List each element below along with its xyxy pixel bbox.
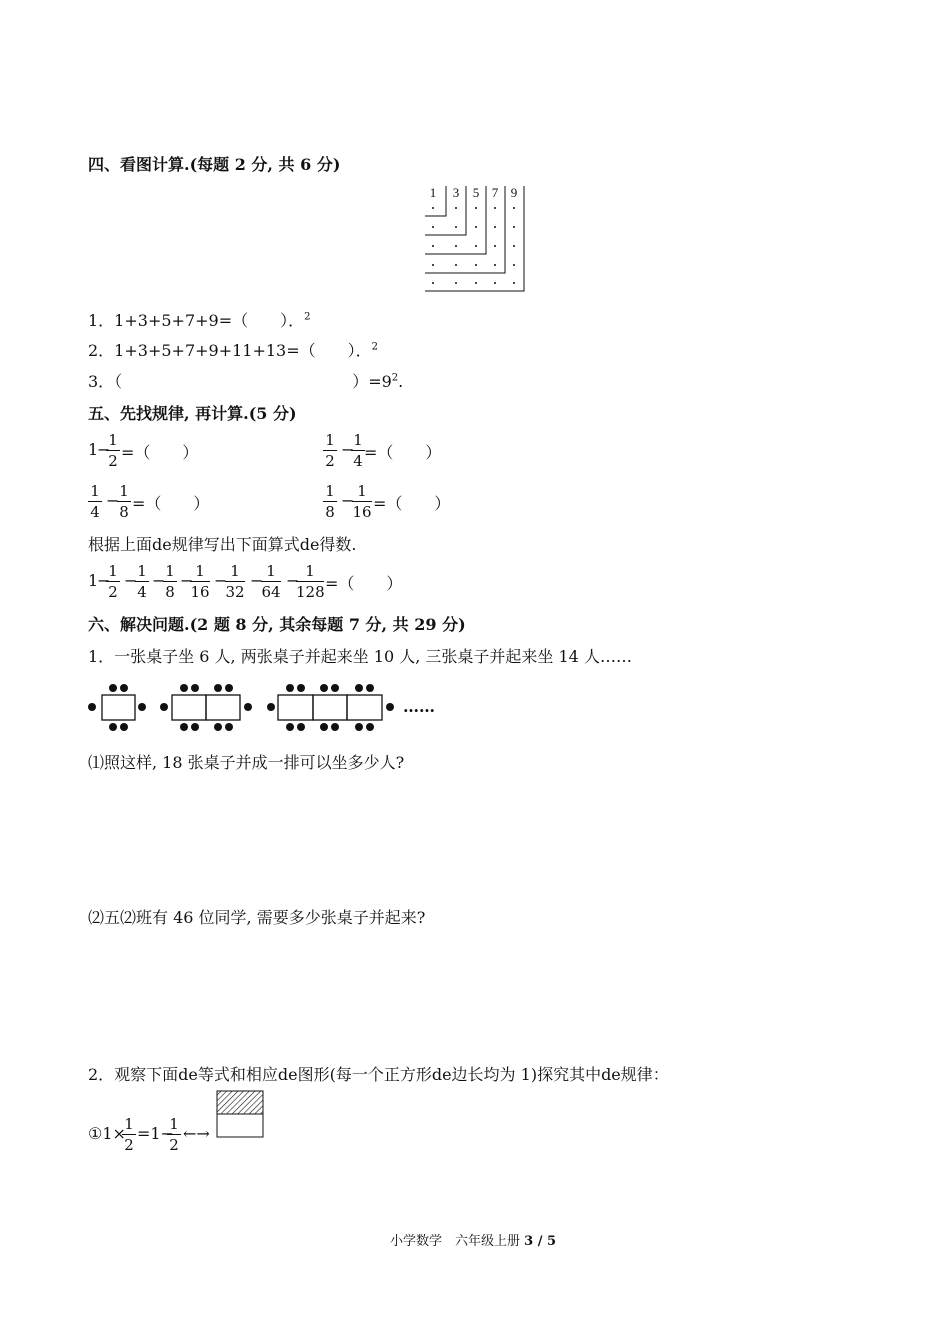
problem-1a-text: ⑴照这样, 18 张桌子并成一排可以坐多少人? bbox=[88, 753, 405, 772]
fraction-1-8: 1 8 bbox=[117, 482, 131, 521]
expr-eq-blank: =（ ） bbox=[364, 443, 442, 462]
tables-seating-diagram bbox=[85, 680, 445, 736]
tables-ellipsis: …… bbox=[403, 697, 435, 716]
fraction-1-8: 1 8 bbox=[323, 482, 337, 521]
series-fraction-1-4: 1 4 bbox=[135, 562, 149, 601]
expr-eq-blank: =（ ） bbox=[132, 494, 210, 513]
footer bbox=[390, 1230, 556, 1249]
series-fraction-1-64: 1 64 bbox=[261, 562, 281, 601]
half-shaded-square bbox=[216, 1090, 264, 1138]
series-fraction-1-16: 1 16 bbox=[190, 562, 210, 601]
question-4-3: 3．（ ）$=9^2$. bbox=[88, 372, 404, 391]
grid-dot bbox=[494, 264, 496, 266]
expr-minus: − bbox=[97, 440, 111, 459]
expr-eq-blank: =（ ） bbox=[373, 494, 451, 513]
series-minus: − bbox=[250, 571, 264, 590]
problem-1b-text: ⑵五⑵班有 46 位同学, 需要多少张桌子并起来? bbox=[88, 908, 426, 927]
fraction-1-2: 1 2 bbox=[323, 431, 337, 470]
grid-dot bbox=[513, 264, 515, 266]
grid-dot bbox=[494, 282, 496, 284]
grid-label-9: 9 bbox=[510, 185, 518, 200]
grid-dot bbox=[432, 282, 434, 284]
grid-dot bbox=[432, 245, 434, 247]
grid-dot bbox=[513, 282, 515, 284]
fraction-1-2: 1 2 bbox=[106, 431, 120, 470]
grid-dot bbox=[475, 245, 477, 247]
grid-dot bbox=[455, 207, 457, 209]
grid-dot bbox=[455, 264, 457, 266]
fraction-1-16: 1 16 bbox=[352, 482, 372, 521]
grid-dot bbox=[494, 226, 496, 228]
grid-dot bbox=[432, 264, 434, 266]
section6-heading: 六、解决问题.(2 题 8 分, 其余每题 7 分, 共 29 分) bbox=[88, 615, 466, 634]
rule-instruction: 根据上面de规律写出下面算式de得数. bbox=[88, 535, 357, 554]
grid-dot bbox=[455, 226, 457, 228]
equation-1-prefix: ①1× bbox=[88, 1124, 126, 1143]
grid-dot bbox=[475, 264, 477, 266]
series-one: 1 bbox=[88, 571, 99, 590]
grid-label-7: 7 bbox=[491, 185, 499, 200]
expr-one: 1 bbox=[88, 440, 99, 459]
series-fraction-1-8: 1 8 bbox=[163, 562, 177, 601]
problem-1-text: 1．一张桌子坐 6 人, 两张桌子并起来坐 10 人, 三张桌子并起来坐 14 人…… bbox=[88, 647, 632, 666]
footer-text: 小学数学 六年级上册 bbox=[390, 1234, 521, 1249]
section4-heading: 四、看图计算.(每题 2 分, 共 6 分) bbox=[88, 155, 341, 174]
question-4-1: 1．1+3+5+7+9=（ ）．$^2$ bbox=[88, 311, 311, 330]
series-minus: − bbox=[180, 571, 194, 590]
grid-dot bbox=[455, 245, 457, 247]
equation-1-fraction-b: 1 2 bbox=[167, 1115, 181, 1154]
equation-1-fraction-a: 1 2 bbox=[122, 1115, 136, 1154]
fraction-1-4: 1 4 bbox=[351, 431, 365, 470]
series-fraction-1-128: 1 128 bbox=[296, 562, 325, 601]
odd-numbers-square-diagram bbox=[420, 184, 530, 294]
grid-dot bbox=[494, 207, 496, 209]
grid-dot bbox=[513, 226, 515, 228]
series-minus: − bbox=[124, 571, 138, 590]
grid-label-5: 5 bbox=[472, 185, 480, 200]
grid-dot bbox=[494, 245, 496, 247]
grid-dot bbox=[475, 226, 477, 228]
fraction-1-4: 1 4 bbox=[88, 482, 102, 521]
series-minus: − bbox=[97, 571, 111, 590]
series-minus: − bbox=[152, 571, 166, 590]
section5-heading: 五、先找规律, 再计算.(5 分) bbox=[88, 404, 297, 423]
expr-minus: − bbox=[341, 491, 355, 510]
grid-dot bbox=[475, 207, 477, 209]
grid-dot bbox=[432, 226, 434, 228]
series-minus: − bbox=[214, 571, 228, 590]
grid-dot bbox=[513, 245, 515, 247]
problem-2-text: 2．观察下面de等式和相应de图形(每一个正方形de边长均为 1)探究其中de规律： bbox=[88, 1065, 669, 1084]
grid-dot bbox=[455, 282, 457, 284]
equation-1-mid: =1− bbox=[137, 1124, 174, 1143]
grid-dot bbox=[513, 207, 515, 209]
grid-dot bbox=[475, 282, 477, 284]
grid-label-3: 3 bbox=[452, 185, 460, 200]
question-4-2: 2．1+3+5+7+9+11+13=（ ）．$^2$ bbox=[88, 341, 379, 360]
series-minus: − bbox=[286, 571, 300, 590]
expr-minus: − bbox=[341, 440, 355, 459]
page-number: 3 / 5 bbox=[524, 1234, 557, 1249]
series-fraction-1-2: 1 2 bbox=[106, 562, 120, 601]
expr-eq-blank: =（ ） bbox=[121, 443, 199, 462]
series-fraction-1-32: 1 32 bbox=[225, 562, 245, 601]
grid-label-1: 1 bbox=[429, 185, 437, 200]
grid-dot bbox=[432, 207, 434, 209]
equation-1-arrow: ←→ bbox=[183, 1124, 210, 1143]
expr-minus: − bbox=[106, 491, 120, 510]
series-eq-blank: =（ ） bbox=[325, 574, 403, 593]
